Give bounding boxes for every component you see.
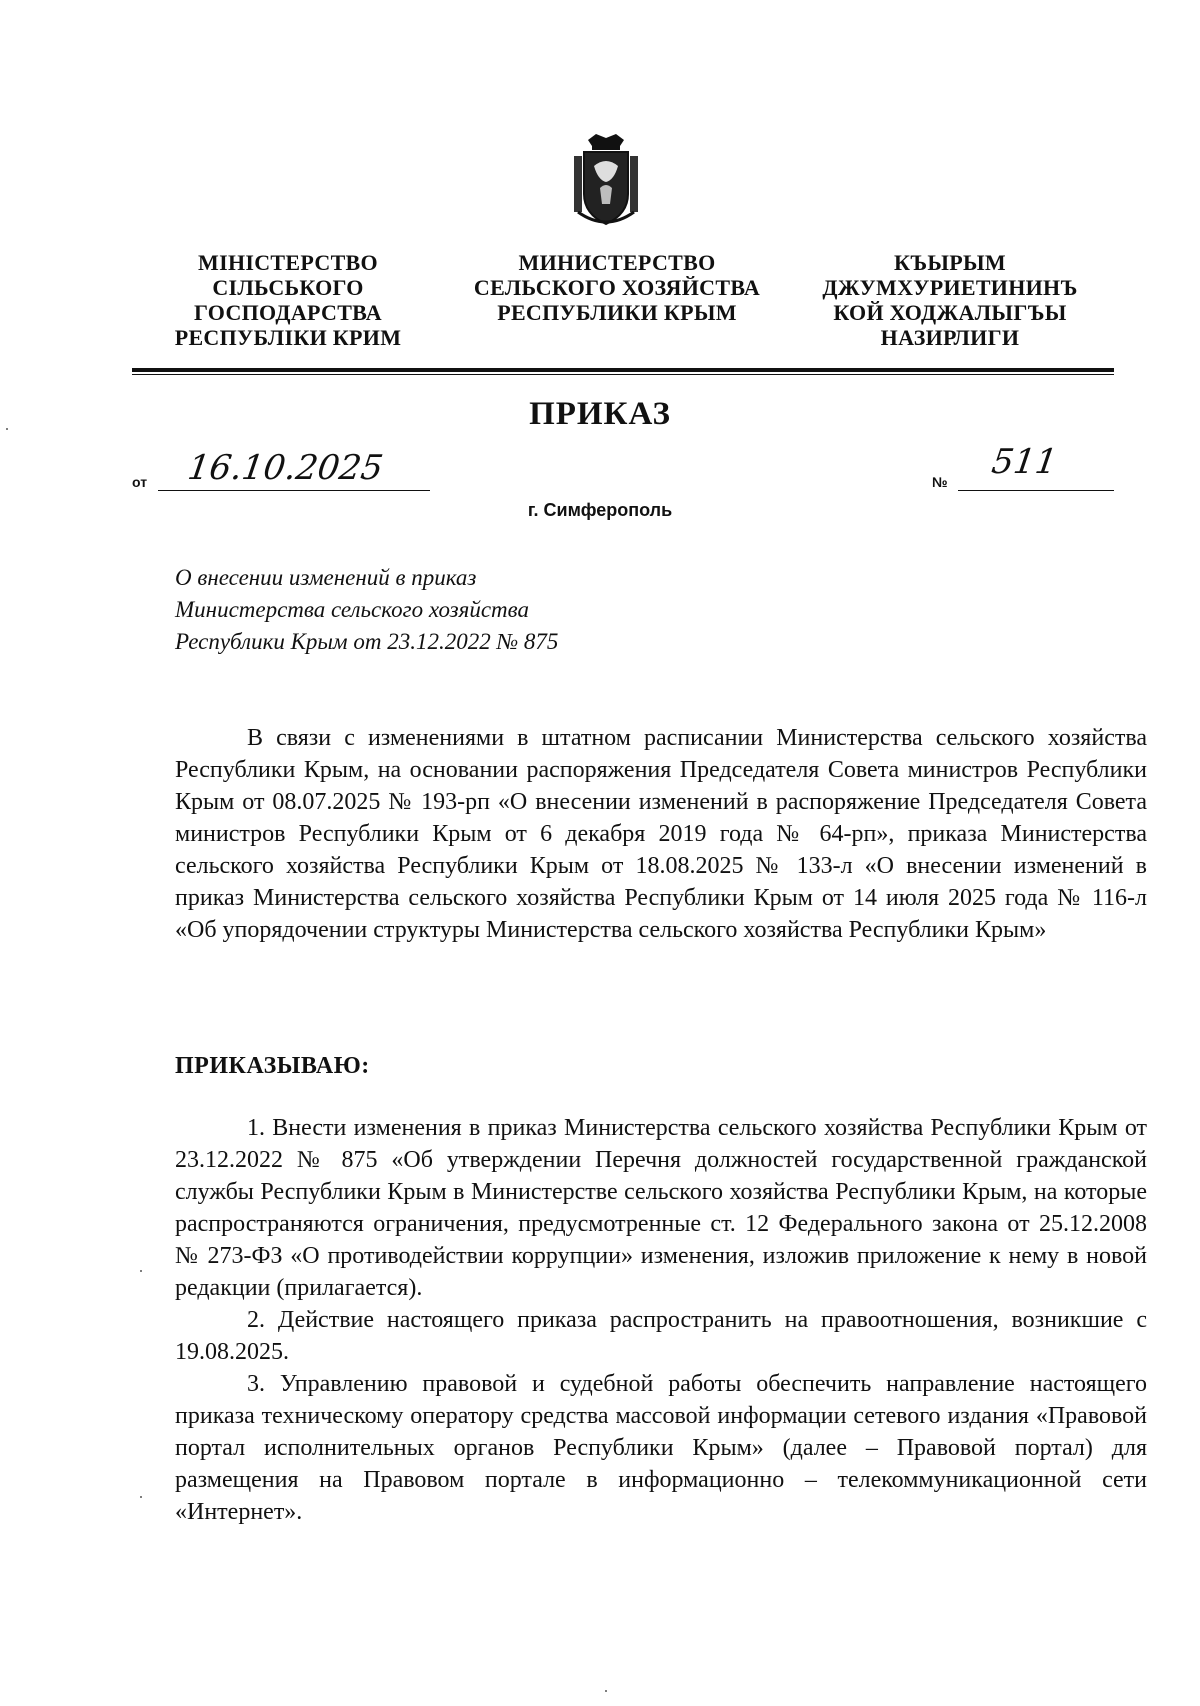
subject-line: Министерства сельского хозяйства — [175, 597, 529, 622]
header-crimean-tatar-line: КОЙ ХОДЖАЛЫГЪЫ — [833, 300, 1067, 325]
scan-speck — [605, 1690, 607, 1692]
header-ukrainian-line: ГОСПОДАРСТВА — [194, 300, 382, 325]
document-title: ПРИКАЗ — [529, 396, 671, 432]
order-item-2: 2. Действие настоящего приказа распространить на правоотношения, возникшие с 19.08.2025. — [175, 1307, 1147, 1365]
order-item-1: 1. Внести изменения в приказ Министерства сельского хозяйства Республики Крым от 23.12.2022 № 875 «Об утверждении Перечня должностей государственной гражданской службы Республики Крым в Министерстве сельского хозяйства Республики Крым, на которые распространяются ограничения, предусмотренные ст. 12 Федерального закона от 25.12.2008 № 273-ФЗ «О противодействии коррупции» изменения, изложив приложение к нему в новой редакции (прилагается). — [175, 1115, 1147, 1301]
order-item-3: 3. Управлению правовой и судебной работы обеспечить направление настоящего приказа техническому оператору средства массовой информации сетевого издания «Правовой портал исполнительных органов Республики Крым» (далее – Правовой портал) для размещения на Правовом портале в информационно – телекоммуникационной сети «Интернет». — [175, 1371, 1147, 1525]
header-ukrainian-line: СІЛЬСЬКОГО — [212, 275, 364, 300]
header-crimean-tatar-line: ДЖУМХУРИЕТИНИНЪ — [822, 275, 1078, 300]
number-underline — [958, 490, 1114, 491]
document-subject — [175, 562, 558, 658]
header-crimean-tatar-line: КЪЫРЫМ — [894, 250, 1006, 275]
order-items — [175, 1112, 1147, 1528]
header-ukrainian — [148, 250, 428, 350]
scan-speck — [6, 428, 8, 430]
header-divider-thin — [132, 374, 1114, 375]
header-ukrainian-line: РЕСПУБЛІКИ КРИМ — [174, 325, 402, 350]
date-handwritten: 16.10.2025 — [185, 448, 386, 488]
preamble-text: В связи с изменениями в штатном расписании Министерства сельского хозяйства Республики Крым, на основании распоряжения Председателя Совета министров Республики Крым от 08.07.2025 № 193-рп «О внесении изменений в распоряжение Председателя Совета министров Республики Крым от 6 декабря 2019 года № 64-рп», приказа Министерства сельского хозяйства Республики Крым от 18.08.2025 № 133-л «О внесении изменений в приказ Министерства сельского хозяйства Республики Крым от 14 июля 2025 года № 116-л «Об упорядочении структуры Министерства сельского хозяйства Республики Крым» — [175, 725, 1147, 943]
subject-line: Республики Крым от 23.12.2022 № 875 — [175, 629, 559, 654]
header-ukrainian-line: МІНІСТЕРСТВО — [198, 250, 378, 275]
crimea-coat-of-arms-icon — [570, 132, 642, 232]
subject-line: О внесении изменений в приказ — [175, 565, 477, 590]
header-russian-line: СЕЛЬСКОГО ХОЗЯЙСТВА — [473, 275, 761, 300]
date-underline — [158, 490, 430, 491]
scan-speck — [140, 1270, 142, 1272]
number-prefix: № — [932, 474, 948, 490]
header-crimean-tatar-line: НАЗИРЛИГИ — [880, 325, 1020, 350]
number-handwritten: 511 — [989, 442, 1060, 482]
date-prefix: от — [132, 474, 148, 490]
order-heading: ПРИКАЗЫВАЮ: — [175, 1053, 370, 1079]
scan-speck — [140, 1496, 142, 1498]
date-number-row — [132, 442, 1114, 498]
header-divider-thick — [132, 368, 1114, 372]
preamble — [175, 722, 1147, 946]
header-russian-line: МИНИСТЕРСТВО — [518, 250, 716, 275]
header-crimean-tatar — [808, 250, 1092, 350]
city: г. Симферополь — [527, 500, 673, 520]
header-russian — [452, 250, 782, 325]
header-russian-line: РЕСПУБЛИКИ КРЫМ — [497, 300, 737, 325]
